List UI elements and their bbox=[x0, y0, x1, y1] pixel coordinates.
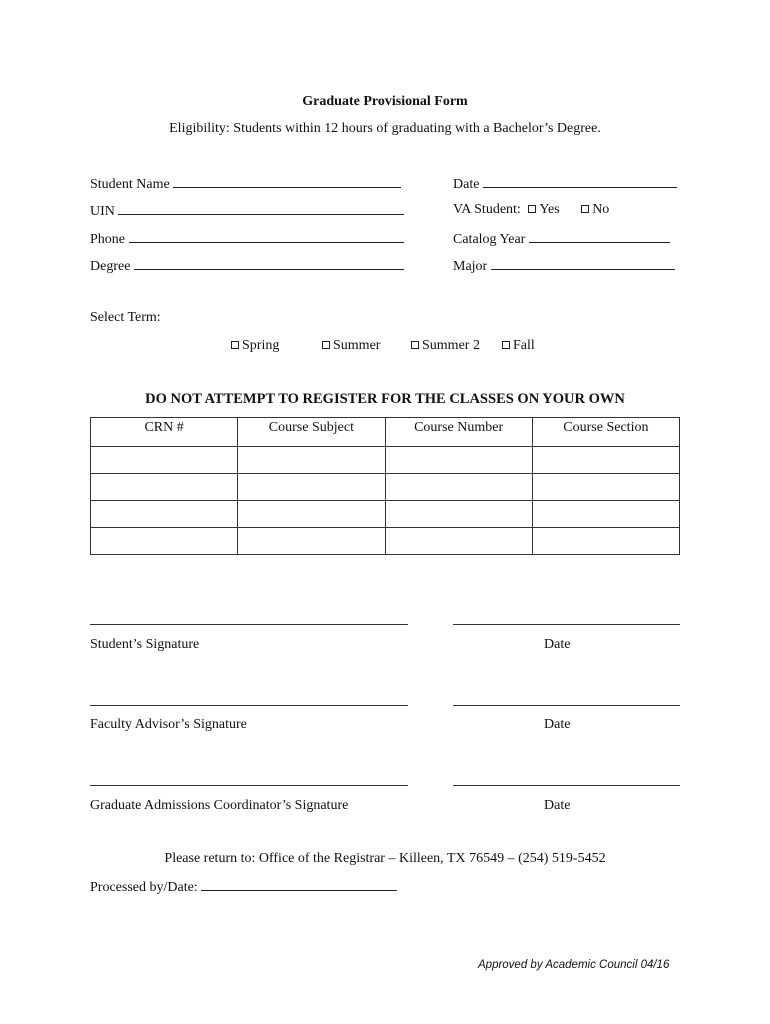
crn-header: CRN # bbox=[91, 418, 238, 447]
term-label-summer-2: Summer 2 bbox=[422, 338, 480, 353]
course-section-header: Course Section bbox=[532, 418, 679, 447]
table-cell[interactable] bbox=[91, 528, 238, 555]
date-row bbox=[453, 175, 677, 193]
select-term-label: Select Term: bbox=[90, 310, 161, 325]
return-note: Please return to: Office of the Registrar – Killeen, TX 76549 – (254) 519-5452 bbox=[164, 851, 606, 866]
phone-field[interactable] bbox=[129, 230, 404, 243]
table-cell[interactable] bbox=[532, 501, 679, 528]
va-no-checkbox[interactable] bbox=[581, 205, 589, 213]
table-cell[interactable] bbox=[532, 447, 679, 474]
term-option-spring[interactable] bbox=[231, 338, 279, 354]
summer-2-checkbox[interactable] bbox=[411, 341, 419, 349]
term-label-fall: Fall bbox=[513, 338, 535, 353]
va-student-row bbox=[453, 202, 609, 218]
catalog-year-label: Catalog Year bbox=[453, 232, 526, 247]
catalog-year-row bbox=[453, 230, 670, 248]
approval-footer: Approved by Academic Council 04/16 bbox=[478, 959, 670, 971]
va-no-label: No bbox=[592, 202, 610, 217]
major-label: Major bbox=[453, 259, 488, 274]
major-row bbox=[453, 257, 675, 275]
processed-by-row bbox=[90, 878, 397, 896]
table-cell[interactable] bbox=[238, 474, 385, 501]
degree-field[interactable] bbox=[134, 257, 404, 270]
course-subject-header: Course Subject bbox=[238, 418, 385, 447]
phone-row bbox=[90, 230, 404, 248]
phone-label: Phone bbox=[90, 232, 125, 247]
va-yes-label: Yes bbox=[539, 202, 560, 217]
table-cell[interactable] bbox=[91, 501, 238, 528]
register-warning: DO NOT ATTEMPT TO REGISTER FOR THE CLASSES ON YOUR OWN bbox=[145, 391, 625, 407]
student-date-line[interactable] bbox=[453, 624, 680, 625]
term-label-spring: Spring bbox=[242, 338, 280, 353]
table-cell[interactable] bbox=[385, 447, 532, 474]
course-number-header: Course Number bbox=[385, 418, 532, 447]
advisor-date-label: Date bbox=[544, 717, 571, 732]
table-cell[interactable] bbox=[91, 474, 238, 501]
processed-by-field[interactable] bbox=[201, 878, 397, 891]
student-date-label: Date bbox=[544, 637, 571, 652]
uin-row bbox=[90, 202, 404, 220]
table-cell[interactable] bbox=[238, 528, 385, 555]
term-option-fall[interactable] bbox=[502, 338, 535, 354]
date-field[interactable] bbox=[483, 175, 677, 188]
summer-checkbox[interactable] bbox=[322, 341, 330, 349]
form-title: Graduate Provisional Form bbox=[302, 94, 468, 109]
table-cell[interactable] bbox=[532, 528, 679, 555]
eligibility-note: Eligibility: Students within 12 hours of graduating with a Bachelor’s Degree. bbox=[169, 121, 601, 136]
advisor-date-line[interactable] bbox=[453, 705, 680, 706]
student-signature-line[interactable] bbox=[90, 624, 408, 625]
table-cell[interactable] bbox=[238, 501, 385, 528]
table-cell[interactable] bbox=[385, 474, 532, 501]
spring-checkbox[interactable] bbox=[231, 341, 239, 349]
course-table bbox=[90, 417, 680, 555]
term-label-summer: Summer bbox=[333, 338, 381, 353]
uin-label: UIN bbox=[90, 204, 115, 219]
table-row bbox=[91, 447, 680, 474]
coordinator-date-label: Date bbox=[544, 798, 571, 813]
date-label: Date bbox=[453, 177, 480, 192]
table-header-row bbox=[91, 418, 680, 447]
coordinator-signature-line[interactable] bbox=[90, 785, 408, 786]
term-option-summer-2[interactable] bbox=[411, 338, 480, 354]
va-yes-checkbox[interactable] bbox=[528, 205, 536, 213]
student-name-field[interactable] bbox=[173, 175, 401, 188]
table-row bbox=[91, 528, 680, 555]
table-row bbox=[91, 501, 680, 528]
degree-label: Degree bbox=[90, 259, 131, 274]
processed-by-label: Processed by/Date: bbox=[90, 880, 198, 895]
coordinator-date-line[interactable] bbox=[453, 785, 680, 786]
table-row bbox=[91, 474, 680, 501]
table-cell[interactable] bbox=[385, 501, 532, 528]
uin-field[interactable] bbox=[118, 202, 404, 215]
student-name-row bbox=[90, 175, 401, 193]
student-name-label: Student Name bbox=[90, 177, 170, 192]
va-student-label: VA Student: bbox=[453, 202, 521, 217]
student-signature-label: Student’s Signature bbox=[90, 637, 200, 652]
major-field[interactable] bbox=[491, 257, 675, 270]
table-cell[interactable] bbox=[238, 447, 385, 474]
table-cell[interactable] bbox=[385, 528, 532, 555]
table-cell[interactable] bbox=[532, 474, 679, 501]
table-cell[interactable] bbox=[91, 447, 238, 474]
term-option-summer[interactable] bbox=[322, 338, 380, 354]
coordinator-signature-label: Graduate Admissions Coordinator’s Signature bbox=[90, 798, 349, 813]
fall-checkbox[interactable] bbox=[502, 341, 510, 349]
catalog-year-field[interactable] bbox=[529, 230, 670, 243]
advisor-signature-label: Faculty Advisor’s Signature bbox=[90, 717, 247, 732]
degree-row bbox=[90, 257, 404, 275]
advisor-signature-line[interactable] bbox=[90, 705, 408, 706]
